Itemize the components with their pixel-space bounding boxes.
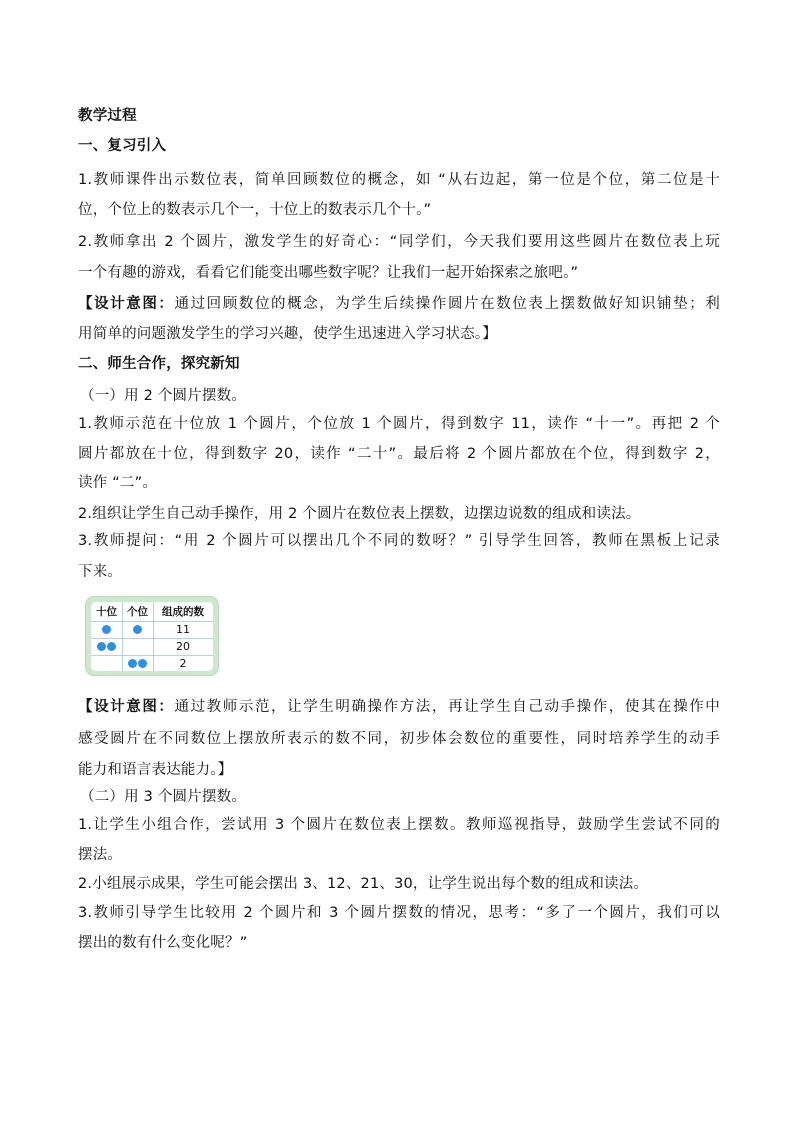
place-value-table [86, 597, 218, 675]
paragraph-line: 3.教师提问：“用 2 个圆片可以摆出几个不同的数呀？” 引导学生回答，教师在黑板上记录 [78, 533, 720, 549]
ones-cell [122, 638, 153, 655]
number-cell: 20 [176, 640, 190, 653]
table-header-ones: 个位 [127, 606, 148, 618]
design-intent-line [78, 697, 720, 717]
section-heading-review: 一、复习引入 [78, 138, 167, 154]
counter-dot [133, 625, 142, 634]
counter-dot [102, 625, 111, 634]
ones-cell [122, 621, 153, 638]
design-intent-label: 【设计意图： [78, 699, 175, 715]
table-row [91, 638, 213, 655]
number-cell: 11 [176, 623, 190, 636]
table-row [91, 621, 213, 638]
table-header-tens: 十位 [96, 606, 117, 618]
tens-cell [91, 621, 122, 638]
ones-cell [122, 655, 153, 671]
design-intent-label: 【设计意图： [78, 296, 175, 312]
paragraph-line: 2.组织让学生自己动手操作，用 2 个圆片在数位表上摆数，边摆边说数的组成和读法。 [78, 506, 641, 522]
page-title: 教学过程 [78, 108, 137, 124]
tens-cell [91, 655, 122, 671]
table-divider [91, 621, 213, 622]
design-intent-line: 能力和语言表达能力。】 [78, 762, 233, 778]
table-row [91, 655, 213, 671]
table-divider [122, 602, 123, 671]
paragraph-line: 下来。 [78, 564, 123, 580]
paragraph-line: 圆片都放在十位，得到数字 20，读作 “二十”。最后将 2 个圆片都放在个位，得到数字 2， [78, 446, 720, 462]
subsection-heading: （二）用 3 个圆片摆数。 [80, 789, 247, 805]
paragraph-line: 摆法。 [78, 847, 123, 863]
paragraph-line: 3.教师引导学生比较用 2 个圆片和 3 个圆片摆数的情况，思考：“多了一个圆片，我们可以 [78, 905, 720, 921]
table-divider [153, 602, 154, 671]
design-intent-line: 用简单的问题激发学生的学习兴趣，使学生迅速进入学习状态。】 [78, 326, 498, 342]
counter-dot [97, 642, 106, 651]
paragraph-line: 1.教师示范在十位放 1 个圆片，个位放 1 个圆片，得到数字 11，读作 “十一”。再把 2 个 [78, 416, 720, 432]
number-cell: 2 [179, 657, 187, 670]
paragraph-line: 1.教师课件出示数位表，简单回顾数位的概念，如 “从右边起，第一位是个位，第二位是十 [78, 172, 720, 188]
table-header-number: 组成的数 [162, 606, 204, 618]
section-heading-explore: 二、师生合作，探究新知 [78, 356, 240, 372]
subsection-heading: （一）用 2 个圆片摆数。 [80, 388, 247, 404]
tens-cell [91, 638, 122, 655]
table-divider [91, 638, 213, 639]
design-intent-line: 感受圆片在不同数位上摆放所表示的数不同，初步体会数位的重要性，同时培养学生的动手 [78, 731, 720, 747]
table-header-row [91, 602, 213, 621]
counter-dot [138, 659, 147, 668]
counter-dot [128, 659, 137, 668]
paragraph-line: 2.小组展示成果，学生可能会摆出 3、12、21、30，让学生说出每个数的组成和读法。 [78, 876, 649, 892]
paragraph-line: 读作 “二”。 [78, 475, 158, 491]
paragraph-line: 2.教师拿出 2 个圆片，激发学生的好奇心：“同学们，今天我们要用这些圆片在数位表上玩 [78, 234, 720, 250]
design-intent-line [78, 294, 720, 314]
paragraph-line: 位，个位上的数表示几个一，十位上的数表示几个十。” [78, 202, 432, 218]
counter-dot [107, 642, 116, 651]
paragraph-line: 1.让学生小组合作，尝试用 3 个圆片在数位表上摆数。教师巡视指导，鼓励学生尝试不同的 [78, 817, 720, 833]
paragraph-line: 一个有趣的游戏，看看它们能变出哪些数字呢？让我们一起开始探索之旅吧。” [78, 265, 579, 281]
design-intent-text: 通过教师示范，让学生明确操作方法，再让学生自己动手操作，使其在操作中 [174, 699, 721, 715]
paragraph-line: 摆出的数有什么变化呢？” [78, 935, 248, 951]
table-divider [91, 655, 213, 656]
place-value-grid [91, 602, 213, 671]
design-intent-text: 通过回顾数位的概念，为学生后续操作圆片在数位表上摆数做好知识铺垫；利 [174, 296, 721, 312]
